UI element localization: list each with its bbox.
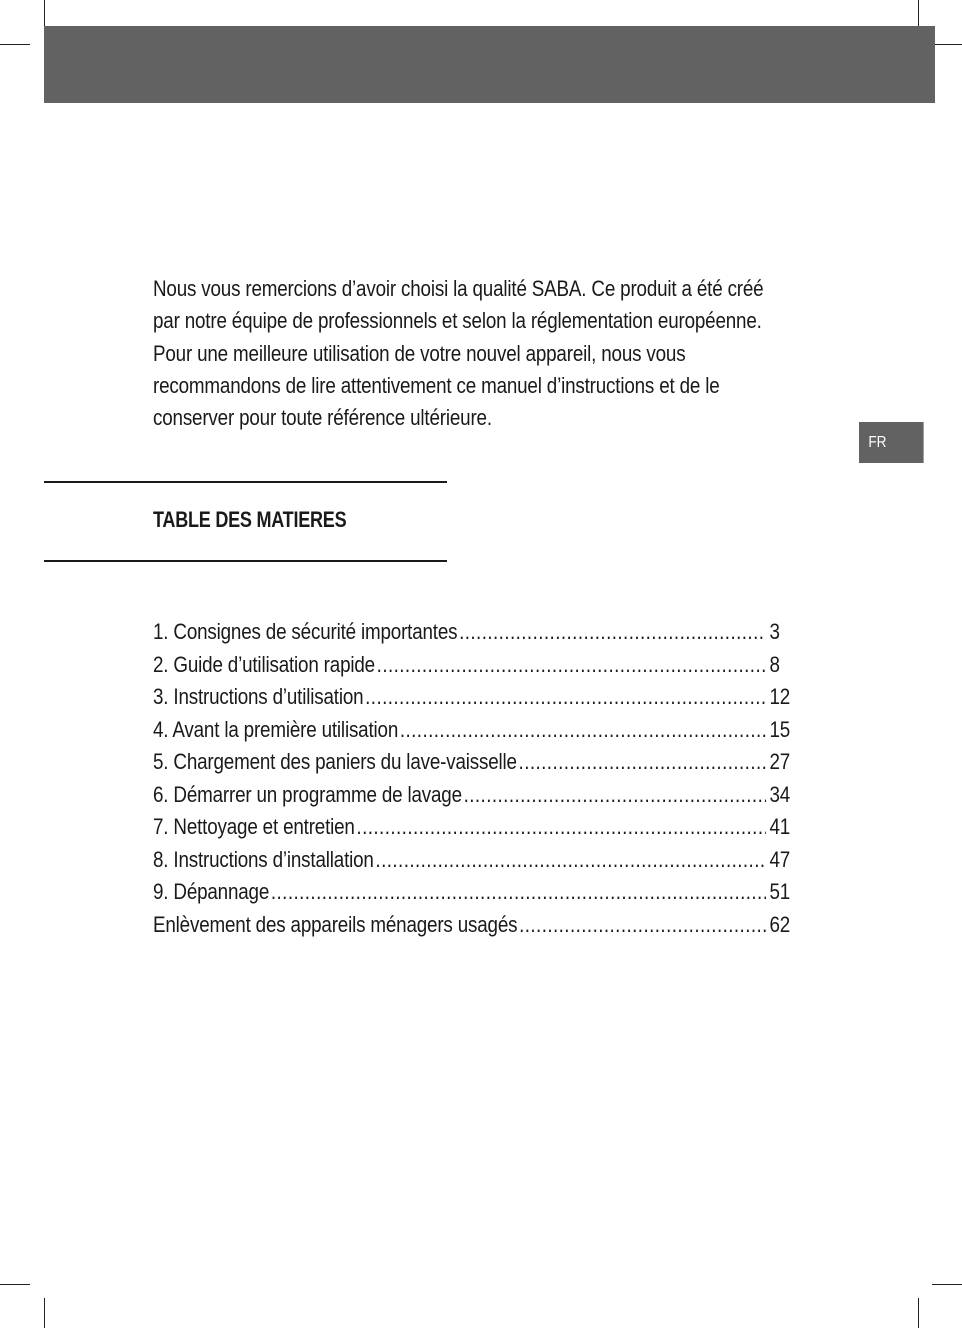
language-tab: FR	[859, 422, 924, 463]
toc-entry-page: 12	[769, 684, 791, 709]
crop-mark-bottom-right-horizontal	[932, 1284, 962, 1285]
toc-leader-dots	[365, 681, 766, 714]
toc-leader-dots	[459, 616, 766, 649]
toc-leader-dots	[519, 909, 766, 942]
toc-entry-page: 15	[769, 716, 791, 742]
intro-paragraph: Nous vous remercions d’avoir choisi la qualité SABA. Ce produit a été créé par notre équipe de professionnels et selon la réglementation européenne. Pour une meilleure utilisation de votre nouvel appareil, nous vous recommandons de lire attentivement ce manuel d’instructions et de le conserver pour toute référence ultérieure.	[153, 276, 764, 431]
toc-entry-label: Enlèvement des appareils ménagers usagés	[153, 911, 518, 937]
toc-top-rule	[44, 481, 447, 483]
toc-entry-page: 3	[769, 619, 780, 644]
toc-entry-label: 5. Chargement des paniers du lave-vaisselle	[153, 749, 517, 774]
toc-entry-8[interactable]	[153, 844, 793, 877]
toc-entry-page: 34	[769, 781, 791, 807]
toc-bottom-rule	[44, 560, 447, 562]
toc-entry-label: 9. Dépannage	[153, 879, 270, 904]
toc-leader-dots	[377, 649, 766, 682]
crop-mark-top-right-horizontal	[932, 44, 962, 45]
toc-entry-page: 41	[769, 814, 791, 839]
toc-entry-10[interactable]	[153, 909, 793, 942]
toc-leader-dots	[271, 876, 766, 909]
toc-entry-label: 4. Avant la première utilisation	[153, 716, 399, 742]
toc-entry-label: 2. Guide d’utilisation rapide	[153, 651, 375, 677]
toc-leader-dots	[400, 714, 766, 747]
toc-entry-6[interactable]	[153, 779, 793, 812]
crop-mark-top-left-horizontal	[0, 44, 30, 45]
toc-entry-9[interactable]	[153, 876, 793, 909]
toc-entry-page: 8	[769, 651, 780, 677]
toc-entry-5[interactable]	[153, 746, 793, 779]
toc-entry-page: 62	[769, 911, 791, 937]
toc-title: TABLE DES MATIERES	[153, 507, 347, 532]
toc-entry-3[interactable]	[153, 681, 793, 714]
toc-entry-label: 1. Consignes de sécurité importantes	[153, 619, 458, 644]
crop-mark-bottom-left-vertical	[44, 1298, 45, 1328]
toc-entry-label: 6. Démarrer un programme de lavage	[153, 781, 462, 807]
toc-entry-4[interactable]	[153, 714, 793, 747]
toc-leader-dots	[375, 844, 766, 877]
toc-entry-label: 8. Instructions d’installation	[153, 846, 374, 872]
toc-leader-dots	[356, 811, 766, 844]
toc-leader-dots	[464, 779, 766, 812]
toc-entry-page: 27	[769, 749, 791, 774]
header-bar	[44, 26, 935, 103]
toc-entry-label: 3. Instructions d’utilisation	[153, 684, 364, 709]
crop-mark-bottom-right-vertical	[918, 1298, 919, 1328]
toc-entry-page: 51	[769, 879, 791, 904]
crop-mark-bottom-left-horizontal	[0, 1284, 30, 1285]
table-of-contents	[153, 616, 793, 941]
toc-entry-label: 7. Nettoyage et entretien	[153, 814, 355, 839]
toc-entry-2[interactable]	[153, 649, 793, 682]
toc-leader-dots	[519, 746, 766, 779]
toc-entry-page: 47	[769, 846, 791, 872]
toc-entry-1[interactable]	[153, 616, 793, 649]
toc-entry-7[interactable]	[153, 811, 793, 844]
